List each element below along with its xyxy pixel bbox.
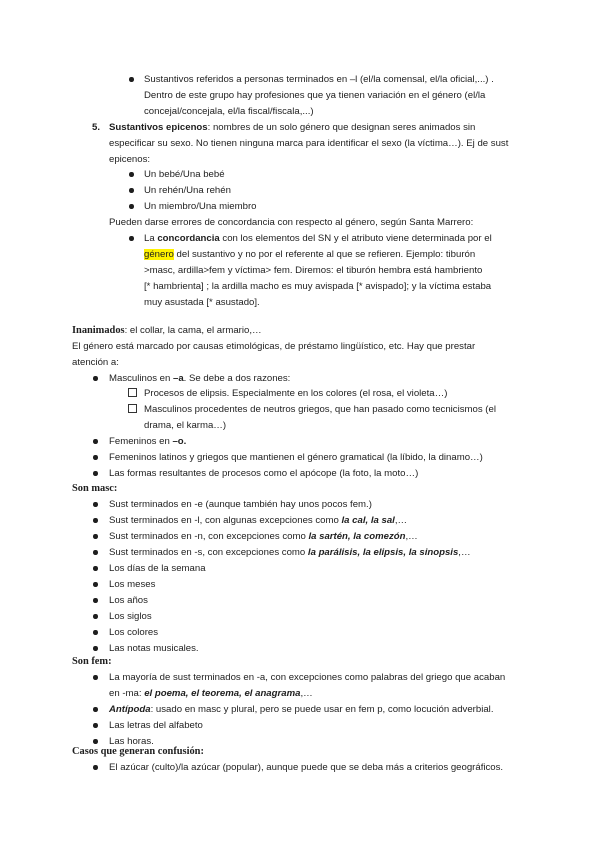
masc-simple-item: Los años [109,595,148,606]
masc-simple-item: Los meses [109,579,156,590]
check-item-1: Procesos de elipsis. Especialmente en los colores (el rosa, el violeta…) [144,388,448,399]
errors-intro: Pueden darse errores de concordancia con respecto al género, según Santa Marrero: [109,217,474,228]
highlighted-word: género [144,249,174,260]
bullet [93,471,98,476]
femeninos-en-o: Femeninos en –o. [109,436,187,447]
bullet [93,376,98,381]
bullet [93,566,98,571]
masc-simple-item: Los colores [109,627,159,638]
bullet [93,646,98,651]
check-item-2-line2: drama, el karma…) [144,420,227,431]
inanimados-item4: Las formas resultantes de procesos como el apócope (la foto, la moto…) [109,468,419,479]
fem-antipoda: Antípoda: usado en masc y plural, pero se puede usar en fem p, como locución adverbial. [109,704,494,715]
checkbox-icon[interactable] [128,388,137,397]
bullet [93,598,98,603]
son-fem-heading: Son fem: [72,656,112,667]
bullet [129,172,134,177]
inanimados-item3: Femeninos latinos y griegos que mantienen el género gramatical (la líbido, la dinamo…) [109,452,483,463]
epiceno-example: Un miembro/Una miembro [144,201,257,212]
bullet [93,455,98,460]
concordancia-line5: muy asustada [* asustado]. [144,297,260,308]
intro-bullet-line3: concejal/concejala, el/la fiscal/fiscala,...) [144,106,314,117]
bullet [93,723,98,728]
confusion-heading: Casos que generan confusión: [72,746,204,757]
concordancia-line1: La concordancia con los elementos del SN y el atributo viene determinada por el [144,233,492,244]
bullet [93,534,98,539]
bullet [93,502,98,507]
masc-s: Sust terminados en -s, con excepciones como la parálisis, la elipsis, la sinopsis,… [109,547,471,558]
bullet [93,518,98,523]
bullet [93,707,98,712]
epicenos-line3: epicenos: [109,154,151,165]
intro-bullet-line1: Sustantivos referidos a personas terminados en –l (el/la comensal, el/la oficial,...) . [144,74,494,85]
concordancia-line4: [* hambrienta] ; la ardilla macho es muy avispada [* avispado]; y la víctima estaba [144,281,492,292]
checkbox-icon[interactable] [128,404,137,413]
masc-simple-item: Los días de la semana [109,563,206,574]
concordancia-line2: género del sustantivo y no por el referente al que se refieren. Ejemplo: tiburón [144,249,476,260]
check-item-2-line1: Masculinos procedentes de neutros griegos, que han pasado como tecnicismos (el [144,404,496,415]
son-masc-heading: Son masc: [72,483,118,494]
epicenos-line1: Sustantivos epicenos: nombres de un solo género que designan seres animados sin [109,122,476,133]
bullet [129,204,134,209]
bullet [129,77,134,82]
bullet [93,765,98,770]
bullet [93,739,98,744]
epicenos-line2: especificar su sexo. No tienen ninguna marca para identificar el sexo (la víctima…). Ej de sust [109,138,509,149]
fem-a-line1: La mayoría de sust terminados en -a, con excepciones como palabras del griego que acaban [109,672,506,683]
masc-n: Sust terminados en -n, con excepciones como la sartén, la comezón,… [109,531,418,542]
inanimados-title: Inanimados [72,325,125,336]
fem-horas: Las horas. [109,736,154,747]
bullet [93,439,98,444]
masc-simple-item: Los siglos [109,611,152,622]
bullet [93,630,98,635]
inanimados-heading: Inanimados: el collar, la cama, el armario,… [72,325,262,336]
epiceno-example: Un bebé/Una bebé [144,169,225,180]
epicenos-title: Sustantivos epicenos [109,122,208,133]
bullet [129,236,134,241]
fem-a-line2: en -ma: el poema, el teorema, el anagrama,… [109,688,313,699]
masc-e: Sust terminados en -e (aunque también hay unos pocos fem.) [109,499,372,510]
concordancia-line3: >masc, ardilla>fem y víctima> fem. Diremos: el tiburón hembra está hambriento [144,265,483,276]
inanimados-line2: El género está marcado por causas etimológicas, de préstamo lingüístico, etc. Hay que prestar [72,341,476,352]
bullet [93,582,98,587]
masc-l: Sust terminados en -l, con algunas excepciones como la cal, la sal,… [109,515,408,526]
bullet [93,675,98,680]
bullet [93,614,98,619]
bullet [129,188,134,193]
fem-letras: Las letras del alfabeto [109,720,203,731]
masc-simple-item: Las notas musicales. [109,643,199,654]
epiceno-example: Un rehén/Una rehén [144,185,231,196]
bullet [93,550,98,555]
intro-bullet-line2: Dentro de este grupo hay profesiones que ya tienen variación en el género (el/la [144,90,486,101]
masculinos-en-a: Masculinos en –a. Se debe a dos razones: [109,373,291,384]
inanimados-line3: atención a: [72,357,119,368]
confusion-azucar: El azúcar (culto)/la azúcar (popular), aunque puede que se deba más a criterios geográficos. [109,762,504,773]
list-number: 5. [92,122,101,133]
